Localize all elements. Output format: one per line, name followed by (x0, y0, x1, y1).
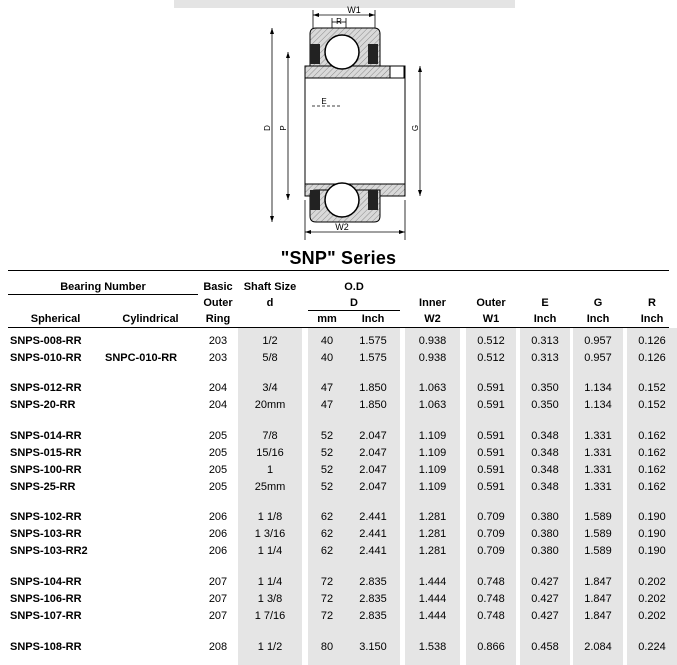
cell-shaft: 1 1/4 (257, 576, 283, 588)
header-r-unit: Inch (640, 313, 664, 325)
cell-ring: 205 (208, 464, 228, 476)
cell-w1: 0.591 (477, 399, 505, 411)
bearing-cross-section-diagram (250, 4, 450, 244)
cell-cylindrical: SNPC-010-RR (105, 352, 178, 364)
header-inner: Inner (419, 297, 446, 309)
header-g: G (593, 297, 603, 309)
cell-ring: 207 (208, 576, 228, 588)
cell-ring: 205 (208, 481, 228, 493)
cell-mm: 52 (320, 481, 334, 493)
cell-ring: 205 (208, 447, 228, 459)
cell-ring: 206 (208, 511, 228, 523)
cell-spherical: SNPS-008-RR (10, 335, 82, 347)
cell-w1: 0.591 (477, 447, 505, 459)
cell-spherical: SNPS-102-RR (10, 511, 82, 523)
cell-r: 0.190 (638, 545, 666, 557)
cell-w2: 0.938 (418, 335, 447, 347)
cell-w1: 0.709 (477, 511, 505, 523)
cell-mm: 52 (320, 447, 334, 459)
cell-r: 0.126 (638, 335, 666, 347)
dim-label-w1: W1 (347, 5, 361, 15)
cell-mm: 40 (320, 335, 334, 347)
cell-inch: 2.441 (359, 545, 387, 557)
cell-r: 0.190 (638, 511, 666, 523)
header-r: R (648, 297, 656, 309)
cell-e: 0.427 (531, 610, 559, 622)
dim-label-w2: W2 (335, 222, 349, 232)
cell-w2: 1.109 (418, 430, 447, 442)
cell-w2: 1.063 (418, 399, 447, 411)
cell-e: 0.348 (531, 430, 559, 442)
cell-w1: 0.709 (477, 528, 505, 540)
cell-mm: 72 (320, 576, 334, 588)
cell-w1: 0.512 (477, 335, 505, 347)
cell-ring: 208 (208, 641, 228, 653)
table-top-rule (8, 270, 669, 271)
cell-ring: 206 (208, 545, 228, 557)
cell-w1: 0.512 (477, 352, 505, 364)
header-spherical: Spherical (30, 313, 81, 325)
cell-g: 1.331 (584, 447, 612, 459)
dim-label-g: G (411, 124, 420, 132)
cell-e: 0.313 (531, 352, 559, 364)
cell-mm: 72 (320, 593, 334, 605)
header-outer-col: Outer (476, 297, 506, 309)
cell-g: 1.589 (584, 545, 612, 557)
cell-e: 0.380 (531, 545, 559, 557)
cell-e: 0.348 (531, 464, 559, 476)
cell-r: 0.126 (638, 352, 666, 364)
cell-inch: 2.047 (359, 430, 387, 442)
cell-shaft: 1 (266, 464, 274, 476)
cell-mm: 80 (320, 641, 334, 653)
cell-g: 0.957 (584, 335, 612, 347)
cell-inch: 1.850 (359, 382, 387, 394)
cell-inch: 2.047 (359, 447, 387, 459)
cell-r: 0.162 (638, 464, 666, 476)
header-mm: mm (317, 313, 337, 325)
cell-mm: 62 (320, 511, 334, 523)
cell-mm: 52 (320, 430, 334, 442)
cell-ring: 203 (208, 352, 228, 364)
cell-w1: 0.709 (477, 545, 505, 557)
cell-g: 1.134 (584, 399, 612, 411)
cell-w2: 1.281 (418, 545, 447, 557)
cell-w2: 1.444 (418, 593, 447, 605)
cell-w2: 1.109 (418, 481, 447, 493)
cell-r: 0.162 (638, 430, 666, 442)
bearing-number-underline (8, 294, 198, 295)
cell-shaft: 1 3/16 (254, 528, 286, 540)
cell-spherical: SNPS-103-RR2 (10, 545, 88, 557)
header-outer-w1: W1 (482, 313, 500, 325)
header-e: E (541, 297, 549, 309)
cell-e: 0.380 (531, 511, 559, 523)
cell-spherical: SNPS-015-RR (10, 447, 82, 459)
cell-w2: 1.444 (418, 610, 447, 622)
cell-g: 1.847 (584, 610, 612, 622)
cell-r: 0.202 (638, 610, 666, 622)
cell-g: 1.589 (584, 528, 612, 540)
header-e-unit: Inch (533, 313, 557, 325)
cell-r: 0.202 (638, 593, 666, 605)
cell-mm: 47 (320, 382, 334, 394)
dim-label-d: D (263, 125, 272, 131)
cell-g: 1.331 (584, 481, 612, 493)
cell-shaft: 25mm (254, 481, 286, 493)
cell-r: 0.190 (638, 528, 666, 540)
cell-ring: 203 (208, 335, 228, 347)
cell-g: 1.331 (584, 430, 612, 442)
cell-spherical: SNPS-010-RR (10, 352, 82, 364)
cell-ring: 205 (208, 430, 228, 442)
cell-e: 0.348 (531, 447, 559, 459)
cell-inch: 2.441 (359, 528, 387, 540)
cell-g: 1.331 (584, 464, 612, 476)
cell-inch: 2.047 (359, 481, 387, 493)
cell-w1: 0.866 (477, 641, 505, 653)
cell-w2: 1.063 (418, 382, 447, 394)
header-ring: Ring (205, 313, 231, 325)
cell-ring: 207 (208, 610, 228, 622)
header-outer: Outer (203, 297, 233, 309)
cell-inch: 2.835 (359, 610, 387, 622)
cell-mm: 62 (320, 545, 334, 557)
header-od: O.D (344, 281, 364, 293)
cell-r: 0.152 (638, 382, 666, 394)
cell-inch: 2.835 (359, 593, 387, 605)
cell-shaft: 15/16 (256, 447, 284, 459)
cell-spherical: SNPS-20-RR (10, 399, 76, 411)
cell-spherical: SNPS-103-RR (10, 528, 82, 540)
cell-w2: 0.938 (418, 352, 447, 364)
cell-inch: 1.575 (359, 352, 387, 364)
cell-spherical: SNPS-100-RR (10, 464, 82, 476)
cell-inch: 2.047 (359, 464, 387, 476)
cell-w2: 1.538 (418, 641, 447, 653)
cell-spherical: SNPS-108-RR (10, 641, 82, 653)
cell-inch: 2.835 (359, 576, 387, 588)
cell-w1: 0.591 (477, 481, 505, 493)
cell-spherical: SNPS-012-RR (10, 382, 82, 394)
header-bearing-number: Bearing Number (60, 281, 146, 293)
cell-e: 0.427 (531, 593, 559, 605)
cell-g: 1.847 (584, 593, 612, 605)
cell-e: 0.348 (531, 481, 559, 493)
cell-w2: 1.444 (418, 576, 447, 588)
cell-w1: 0.591 (477, 382, 505, 394)
cell-inch: 3.150 (359, 641, 387, 653)
cell-g: 1.134 (584, 382, 612, 394)
cell-mm: 72 (320, 610, 334, 622)
cell-shaft: 1 1/8 (257, 511, 283, 523)
cell-w1: 0.748 (477, 610, 505, 622)
cell-w2: 1.281 (418, 511, 447, 523)
cell-r: 0.152 (638, 399, 666, 411)
cell-shaft: 1 7/16 (254, 610, 286, 622)
cell-mm: 62 (320, 528, 334, 540)
cell-mm: 47 (320, 399, 334, 411)
cell-g: 1.589 (584, 511, 612, 523)
cell-shaft: 20mm (254, 399, 286, 411)
cell-spherical: SNPS-106-RR (10, 593, 82, 605)
cell-shaft: 1 1/2 (257, 641, 283, 653)
cell-mm: 52 (320, 464, 334, 476)
cell-e: 0.380 (531, 528, 559, 540)
od-underline (308, 310, 400, 311)
cell-e: 0.350 (531, 399, 559, 411)
cell-r: 0.224 (638, 641, 666, 653)
header-inch-d: Inch (361, 313, 385, 325)
cell-inch: 1.850 (359, 399, 387, 411)
cell-ring: 204 (208, 399, 228, 411)
cell-ring: 204 (208, 382, 228, 394)
header-g-unit: Inch (586, 313, 610, 325)
header-od-d: D (350, 297, 358, 309)
series-title: "SNP" Series (280, 248, 397, 268)
cell-w1: 0.748 (477, 593, 505, 605)
header-basic: Basic (203, 281, 233, 293)
cell-shaft: 5/8 (262, 352, 278, 364)
header-inner-w2: W2 (424, 313, 441, 325)
cell-w1: 0.591 (477, 430, 505, 442)
cell-ring: 206 (208, 528, 228, 540)
header-shaft-d: d (266, 297, 274, 309)
cell-r: 0.162 (638, 481, 666, 493)
cell-spherical: SNPS-014-RR (10, 430, 82, 442)
cell-w2: 1.281 (418, 528, 447, 540)
header-cylindrical: Cylindrical (122, 313, 179, 325)
cell-mm: 40 (320, 352, 334, 364)
cell-shaft: 1/2 (262, 335, 278, 347)
cell-g: 2.084 (584, 641, 612, 653)
cell-inch: 2.441 (359, 511, 387, 523)
cell-e: 0.350 (531, 382, 559, 394)
cell-e: 0.458 (531, 641, 559, 653)
cell-spherical: SNPS-25-RR (10, 481, 76, 493)
dim-label-r: R (336, 17, 342, 26)
cell-spherical: SNPS-107-RR (10, 610, 82, 622)
cell-r: 0.162 (638, 447, 666, 459)
header-shaft-size: Shaft Size (243, 281, 297, 293)
cell-shaft: 1 3/8 (257, 593, 283, 605)
cell-g: 1.847 (584, 576, 612, 588)
dim-label-p: P (279, 125, 288, 131)
cell-ring: 207 (208, 593, 228, 605)
dim-label-e: E (321, 97, 327, 106)
cell-shaft: 3/4 (262, 382, 278, 394)
cell-shaft: 1 1/4 (257, 545, 283, 557)
cell-w1: 0.748 (477, 576, 505, 588)
cell-spherical: SNPS-104-RR (10, 576, 82, 588)
cell-e: 0.427 (531, 576, 559, 588)
cell-inch: 1.575 (359, 335, 387, 347)
cell-r: 0.202 (638, 576, 666, 588)
cell-shaft: 7/8 (262, 430, 278, 442)
cell-w2: 1.109 (418, 447, 447, 459)
cell-w1: 0.591 (477, 464, 505, 476)
cell-w2: 1.109 (418, 464, 447, 476)
cell-g: 0.957 (584, 352, 612, 364)
cell-e: 0.313 (531, 335, 559, 347)
